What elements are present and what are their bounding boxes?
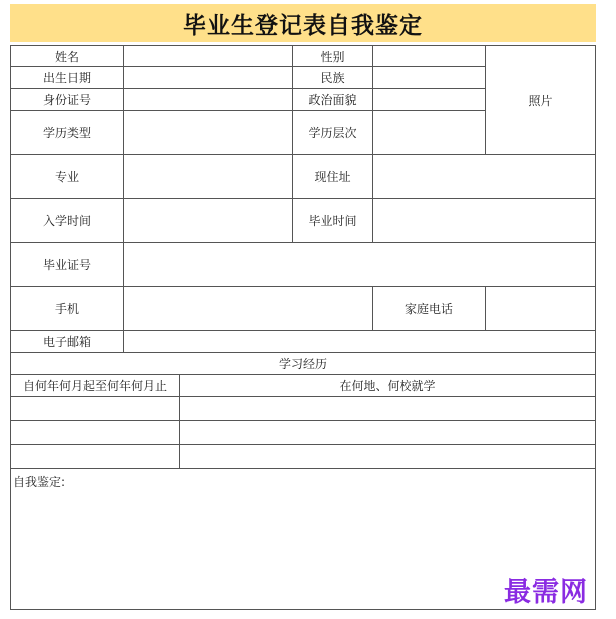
title-bar — [10, 4, 596, 42]
watermark-logo: 最需网 — [504, 577, 588, 608]
label-birth-date: 出生日期 — [10, 66, 124, 89]
study-row-3-school[interactable] — [179, 444, 596, 469]
study-col-school: 在何地、何校就学 — [179, 374, 596, 397]
label-diploma-number: 毕业证号 — [10, 242, 124, 287]
email-field[interactable] — [123, 330, 596, 353]
birth-date-field[interactable] — [123, 66, 293, 89]
label-graduation-time: 毕业时间 — [292, 198, 373, 243]
label-home-phone: 家庭电话 — [372, 286, 486, 331]
photo-box[interactable]: 照片 — [485, 45, 596, 155]
id-number-field[interactable] — [123, 88, 293, 111]
form-title: 毕业生登记表自我鉴定 — [183, 12, 423, 39]
gender-field[interactable] — [372, 45, 486, 67]
self-evaluation-label: 自我鉴定: — [13, 475, 66, 489]
name-field[interactable] — [123, 45, 293, 67]
enrollment-time-field[interactable] — [123, 198, 293, 243]
label-edu-level: 学历层次 — [292, 110, 373, 155]
study-row-3-period[interactable] — [10, 444, 180, 469]
edu-type-field[interactable] — [123, 110, 293, 155]
label-ethnicity: 民族 — [292, 66, 373, 89]
label-current-address: 现住址 — [292, 154, 373, 199]
graduation-time-field[interactable] — [372, 198, 596, 243]
label-mobile: 手机 — [10, 286, 124, 331]
label-political-status: 政治面貌 — [292, 88, 373, 111]
study-history-heading: 学习经历 — [10, 352, 596, 375]
study-row-1-period[interactable] — [10, 396, 180, 421]
diploma-number-field[interactable] — [123, 242, 596, 287]
label-name: 姓名 — [10, 45, 124, 67]
home-phone-field[interactable] — [485, 286, 596, 331]
label-edu-type: 学历类型 — [10, 110, 124, 155]
label-email: 电子邮箱 — [10, 330, 124, 353]
study-col-period: 自何年何月起至何年何月止 — [10, 374, 180, 397]
study-row-1-school[interactable] — [179, 396, 596, 421]
label-major: 专业 — [10, 154, 124, 199]
edu-level-field[interactable] — [372, 110, 486, 155]
ethnicity-field[interactable] — [372, 66, 486, 89]
current-address-field[interactable] — [372, 154, 596, 199]
label-gender: 性别 — [292, 45, 373, 67]
label-enrollment-time: 入学时间 — [10, 198, 124, 243]
mobile-field[interactable] — [123, 286, 373, 331]
label-id-number: 身份证号 — [10, 88, 124, 111]
political-status-field[interactable] — [372, 88, 486, 111]
study-row-2-school[interactable] — [179, 420, 596, 445]
study-row-2-period[interactable] — [10, 420, 180, 445]
major-field[interactable] — [123, 154, 293, 199]
